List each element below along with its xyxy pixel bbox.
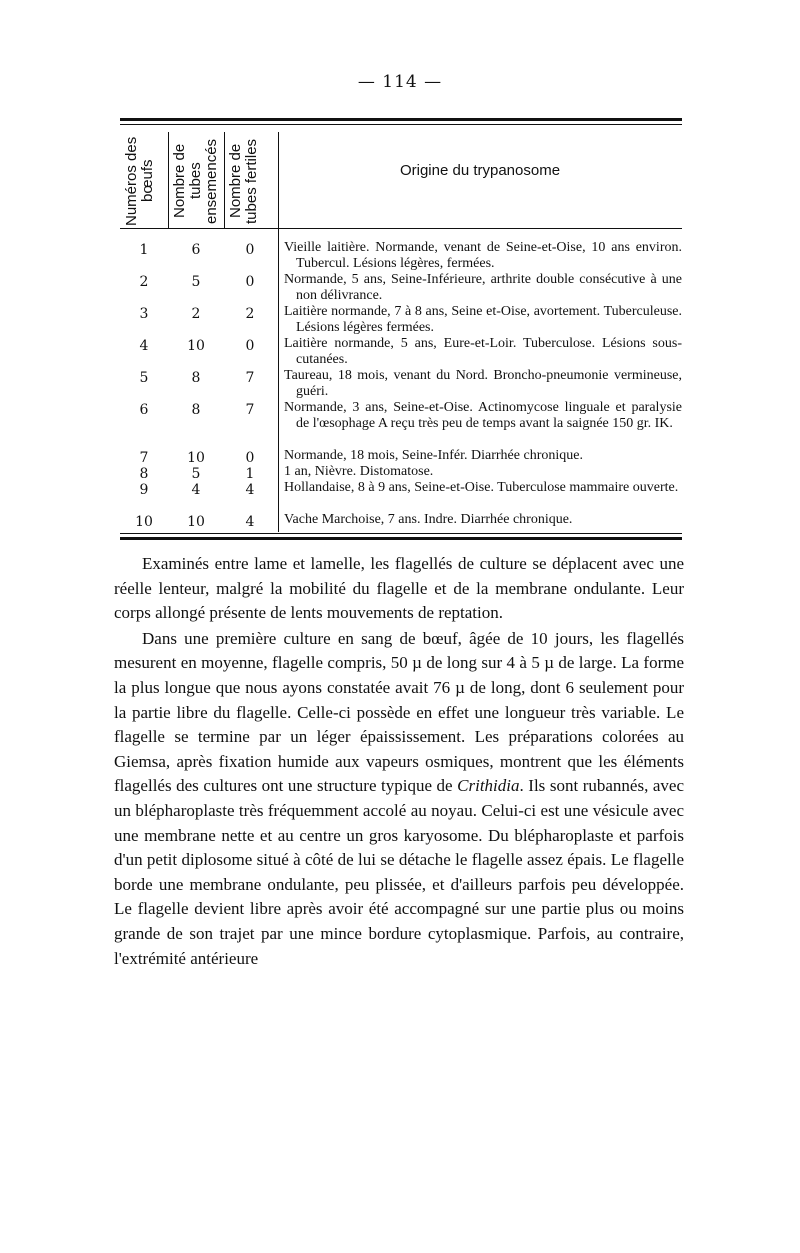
cell-ensemences: 6 xyxy=(191,242,201,258)
col-divider xyxy=(224,132,225,228)
cell-fertiles: 4 xyxy=(245,514,255,530)
cell-ensemences: 8 xyxy=(191,402,201,418)
table-row xyxy=(120,400,682,448)
cell-ensemences: 4 xyxy=(191,482,201,498)
trypanosome-table xyxy=(120,132,682,530)
cell-numero: 3 xyxy=(139,306,149,322)
cell-origine: Normande, 3 ans, Seine-et-Oise. Actinomycose linguale et paralysie de l'œsophage A reçu très peu de temps avant la saignée 150 gr. IK. xyxy=(284,400,682,431)
cell-ensemences: 10 xyxy=(187,514,205,530)
table-row xyxy=(120,272,682,304)
table-row xyxy=(120,336,682,368)
cell-numero: 7 xyxy=(139,450,149,466)
cell-fertiles: 0 xyxy=(245,338,255,354)
cell-numero: 9 xyxy=(139,482,149,498)
cell-ensemences: 5 xyxy=(191,274,201,290)
table-row xyxy=(120,464,682,480)
cell-fertiles: 7 xyxy=(245,402,255,418)
header-bottom-rule xyxy=(120,228,682,229)
table-row xyxy=(120,240,682,272)
paragraph-1: Examinés entre lame et lamelle, les flagellés de culture se déplacent avec une réelle lenteur, malgré la mobilité du flagelle et de la membrane ondulante. Leur corps allongé présente de lents mouvements de reptation. xyxy=(114,554,684,623)
cell-origine: Laitière normande, 7 à 8 ans, Seine et-Oise, avortement. Tuberculeuse. Lésions légères fermées. xyxy=(284,304,682,335)
cell-origine: Vache Marchoise, 7 ans. Indre. Diarrhée chronique. xyxy=(284,512,573,527)
page-number: — 114 — xyxy=(357,72,443,92)
cell-numero: 1 xyxy=(139,242,149,258)
table-row xyxy=(120,304,682,336)
cell-origine: Normande, 5 ans, Seine-Inférieure, arthrite double consécutive à une non délivrance. xyxy=(284,272,682,303)
cell-fertiles: 1 xyxy=(245,466,255,482)
cell-origine: Laitière normande, 5 ans, Eure-et-Loir. Tuberculose. Lésions sous-cutanées. xyxy=(284,336,682,367)
cell-origine: Hollandaise, 8 à 9 ans, Seine-et-Oise. Tuberculose mammaire ouverte. xyxy=(284,480,679,495)
table-row xyxy=(120,368,682,400)
header-ensemences: Nombre de tubes ensemencés xyxy=(171,138,220,224)
cell-fertiles: 0 xyxy=(245,242,255,258)
header-fertiles: Nombre de tubes fertiles xyxy=(227,138,260,224)
table-row xyxy=(120,480,682,512)
table-bottom-rule-thin xyxy=(120,533,682,534)
col-divider xyxy=(168,132,169,228)
crithidia-term: Crithidia xyxy=(457,776,520,796)
cell-fertiles: 7 xyxy=(245,370,255,386)
table-top-rule xyxy=(120,118,682,121)
cell-origine: Vieille laitière. Normande, venant de Seine-et-Oise, 10 ans environ. Tubercul. Lésions légères, fermées. xyxy=(284,240,682,271)
cell-numero: 4 xyxy=(139,338,149,354)
table-header xyxy=(120,132,682,228)
cell-fertiles: 0 xyxy=(245,450,255,466)
table-row xyxy=(120,448,682,464)
header-origine: Origine du trypanosome xyxy=(399,162,561,179)
table-row xyxy=(120,512,682,530)
table-bottom-rule xyxy=(120,537,682,540)
cell-origine: Normande, 18 mois, Seine-Infér. Diarrhée chronique. xyxy=(284,448,583,463)
cell-origine: Taureau, 18 mois, venant du Nord. Broncho-pneumonie vermineuse, guéri. xyxy=(284,368,682,399)
cell-numero: 2 xyxy=(139,274,149,290)
paragraph-2: Dans une première culture en sang de bœuf, âgée de 10 jours, les flagellés mesurent en moyenne, flagelle compris, 50 µ de long sur 4 à 5 µ de large. La forme la plus longue que nous ayons constatée avait 76 µ de long, dont 6 seulement pour la partie libre du flagelle. Celle-ci possède en effet une longueur très variable. Le flagelle se termine par un léger épaississement. Les préparations colorées au Giemsa, après fixation humide aux vapeurs osmiques, montrent que les éléments flagellés des cultures ont une structure typique de Crithidia. Ils sont rubannés, avec un blépharoplaste très fréquemment accolé au noyau. Celui-ci est une vésicule avec une membrane nette et au centre un gros karyosome. Du blépharoplaste et parfois d'un petit diplosome situé à côté de lui se détache le flagelle assez épais. Le flagelle borde une membrane ondulante, peu plissée, et d'ailleurs parfois peu développée. Le flagelle devient libre après avoir été accompagné sur une partie plus ou moins grande de son trajet par une mince bordure cytoplasmique. Parfois, au contraire, l'extrémité antérieure xyxy=(114,628,684,968)
cell-ensemences: 5 xyxy=(191,466,201,482)
cell-fertiles: 2 xyxy=(245,306,255,322)
header-numeros: Numéros des bœufs xyxy=(123,136,156,226)
cell-origine: 1 an, Nièvre. Distomatose. xyxy=(284,464,434,479)
cell-ensemences: 10 xyxy=(187,338,205,354)
cell-numero: 6 xyxy=(139,402,149,418)
cell-numero: 5 xyxy=(139,370,149,386)
body-text xyxy=(114,552,684,971)
cell-ensemences: 8 xyxy=(191,370,201,386)
cell-ensemences: 10 xyxy=(187,450,205,466)
cell-ensemences: 2 xyxy=(191,306,201,322)
cell-fertiles: 0 xyxy=(245,274,255,290)
table-top-rule-thin xyxy=(120,124,682,125)
cell-numero: 10 xyxy=(135,514,153,530)
cell-fertiles: 4 xyxy=(245,482,255,498)
cell-numero: 8 xyxy=(139,466,149,482)
